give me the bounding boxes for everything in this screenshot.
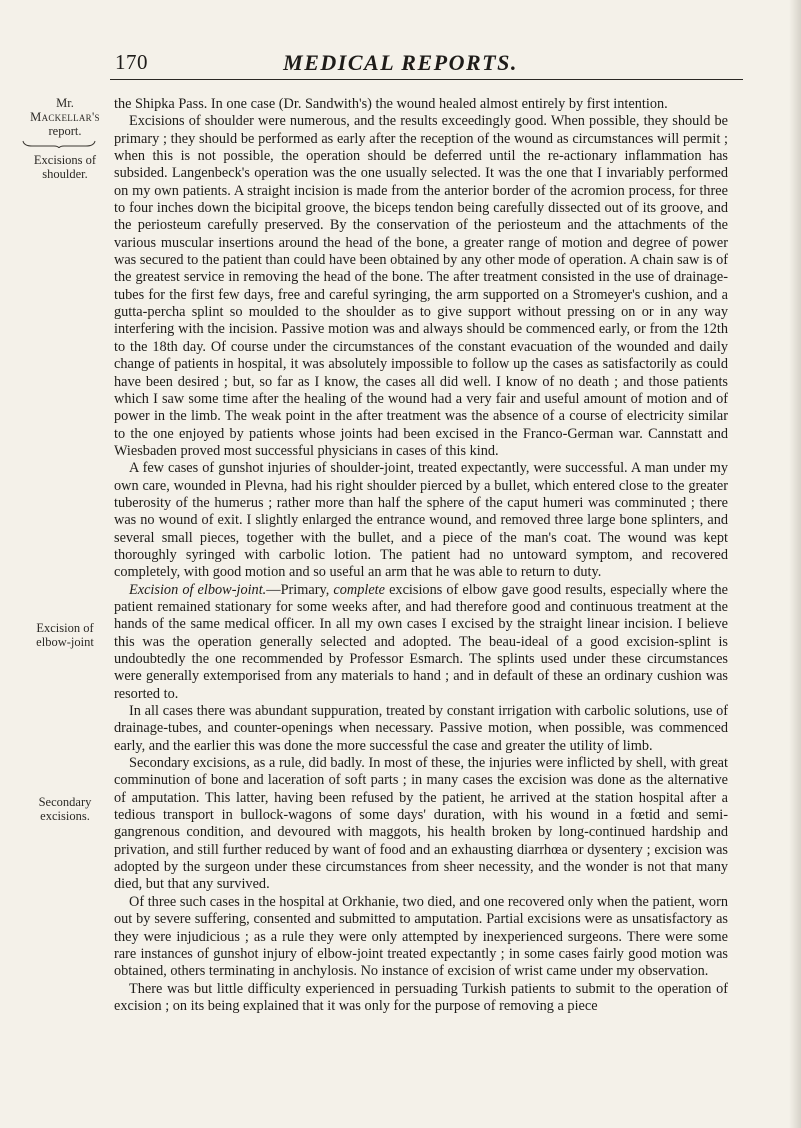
paragraph-elbow-excision [114,582,728,703]
elbow-text: —Primary, complete excisions of elbow gave good results, especially where the patient remained stationary for some weeks after, and had therefore good and continuous treatment at the hands of the same medical officer. In all my own cases I excised by the straight linear incision. I believe this was the operation generally selected and adopted. The beau-ideal of a good excision-splint is undoubtedly the one recommended by Professor Esmarch. The splints used under these circumstances were generally extemporised from any materials to hand ; and in default of these an ordinary cushion was resorted to. [114,581,729,702]
elbow-heading: Excision of elbow-joint. [129,581,267,598]
paragraph-shipka: the Shipka Pass. In one case (Dr. Sandwith's) the wound healed almost entirely by first intention. [114,96,668,112]
paragraph-suppuration: In all cases there was abundant suppuration, treated by constant irrigation with carbolic solutions, use of drainage-tubes, and counter-openings when necessary. Passive motion, when possible, was commenced early, and the earlier this was done the more successful the case and greater the utility of limb. [114,703,728,754]
body-text [114,96,728,1015]
paragraph-orkhanie: Of three such cases in the hospital at Orkhanie, two died, and one recovered only when the patient, worn out by severe suffering, consented and submitted to amputation. Partial excisions were as unsatisfactory as they were injudicious ; as a rule they were only attempted by inexperienced surgeons. There were some rare instances of gunshot injury of elbow-joint treated expectantly ; in some cases fairly good motion was obtained, others terminating in anchylosis. No instance of excision of wrist came under my observation. [114,893,728,980]
margin-note-author [22,96,108,138]
emphasis-complete: complete [333,581,385,598]
running-head: MEDICAL REPORTS. [283,50,518,75]
paragraph-turkish-patients: There was but little difficulty experienced in persuading Turkish patients to submit to the operation of excision ; on its being explained that it was only for the purpose of removing a piece [114,980,728,1014]
paragraph-gunshot-shoulder: A few cases of gunshot injuries of shoulder-joint, treated expectantly, were successful. A man under my own care, wounded in Plevna, had his right shoulder pierced by a bullet, which entered close to the greater tuberosity of the humerus ; rather more than half the sphere of the caput humeri was comminuted ; there was no wound of exit. I slightly enlarged the entrance wound, and removed three large bone splinters, and several small pieces, together with the bullet, and a piece of the man's coat. The wound was kept thoroughly syringed with carbolic lotion. The patient had no untoward symptom, and recovered completely, with good motion and so useful an arm that he was able to return to duty. [114,460,728,581]
margin-note-shoulder: Excisions of shoulder. [33,153,97,181]
margin-note-author-line2: Mackellar's [30,110,100,124]
paragraph-shoulder-excisions: Excisions of shoulder were numerous, and the results exceedingly good. When possible, they should be primary ; they should be performed as early after the reception of the wound as circumstances will permit ; when this is not possible, the operation should be deferred until the re-actionary inflammation has subsided. Langenbeck's operation was the one usually selected. It was the one that I invariably performed on my own patients. A straight incision is made from the anterior border of the acromion process, for three to four inches down the bicipital groove, the biceps tendon being carefully dissected out of its groove, and the periosteum carefully preserved. By the conservation of the periosteum and the attachments of the various muscular insertions around the head of the bone, a greater range of motion and degree of power was secured to the patient than could have been obtained by any other mode of operation. A chain saw is of the greatest service in removing the head of the bone. The after treatment consisted in the use of drainage-tubes for the first few days, free and careful syringing, the arm supported on a Stromeyer's cushion, and a gutta-percha splint so moulded to the shoulder as to give support without pressing on or in any way interfering with the incision. Passive motion was and always should be commenced early, or from the 12th to the 18th day. Of course under the circumstances of the constant evacuation of the wounded and daily change of patients in hospital, it was absolutely impossible to follow up the cases as satisfactorily as could have been desired ; but, so far as I know, the cases all did well. I know of no death ; and those patients which I saw some time after the healing of the wound had a very fair and useful amount of motion and of power in the limb. The weak point in the after treatment was the absence of a course of electricity similar to the one enjoyed by patients whose joints had been excised in the Franco-German war. Cannstatt and Wiesbaden proved most successful physicians in cases of this kind. [114,113,728,459]
margin-note-author-line1: Mr. [56,96,74,110]
margin-note-secondary: Secondary excisions. [38,795,92,823]
page-header [0,50,801,80]
margin-brace [22,140,96,148]
margin-note-author-line3: report. [48,124,82,138]
paragraph-secondary-excisions: Secondary excisions, as a rule, did badly. In most of these, the injuries were inflicted by shell, with great comminution of bone and laceration of soft parts ; in many cases the excision was done as the alternative of amputation. This latter, having been refused by the patient, he arrived at the station hospital after a tedious transport in bullock-wagons of some days' duration, with his wound in a fœtid and semi-gangrenous condition, and devoured with maggots, his health broken by long-continued hardship and privation, and still further reduced by want of food and an exhausting diarrhœa or dysentery ; excision was adopted by the surgeon under these circumstances from sheer necessity, and the wonder is not that many died, but that any survived. [114,755,728,893]
page-number: 170 [115,50,148,74]
header-rule [110,79,743,80]
margin-note-elbow: Excision of elbow-joint [36,621,94,649]
page-edge-shadow [789,0,801,1128]
